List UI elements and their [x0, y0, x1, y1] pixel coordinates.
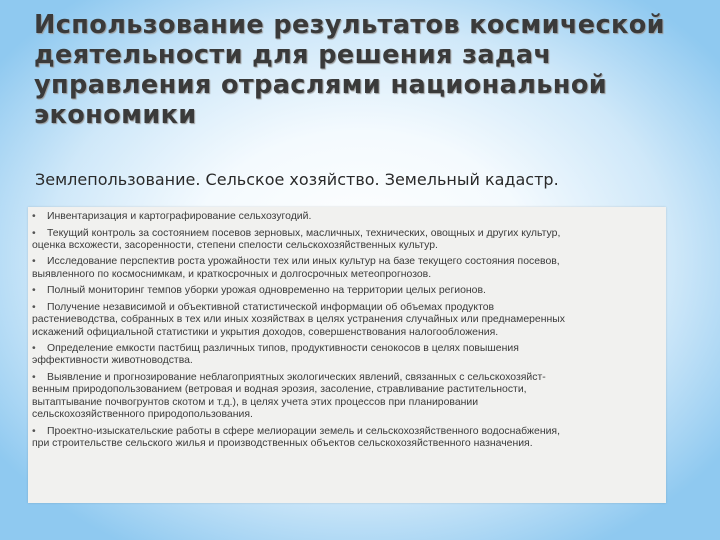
list-item	[32, 256, 658, 281]
bullet-icon: •	[32, 301, 36, 313]
list-item-text: Определение емкости пастбищ различных типов, продуктивности сенокосов в целях повышения эффективности животноводства.	[32, 343, 519, 367]
list-item	[32, 211, 658, 223]
bullet-icon: •	[32, 227, 36, 239]
list-item	[32, 372, 658, 421]
slide-subtitle: Землепользование. Сельское хозяйство. Земельный кадастр.	[35, 170, 559, 189]
list-item-text: Текущий контроль за состоянием посевов зерновых, масличных, технических, овощных и других культур, оценка всхожести, засоренности, степени спелости сельскохозяйственных культур.	[32, 227, 561, 251]
list-item	[32, 343, 658, 368]
bullet-list	[32, 211, 658, 450]
list-item-text: Инвентаризация и картографирование сельхозугодий.	[47, 211, 312, 222]
list-item	[32, 228, 658, 253]
bullet-icon: •	[32, 285, 36, 297]
list-item-text: Полный мониторинг темпов уборки урожая одновременно на территории целых регионов.	[47, 285, 486, 297]
list-item-text: Проектно-изыскательские работы в сфере мелиорации земель и сельскохозяйственного водоснабжения, при строительстве сельского жилья и производственных объектов сельскохозяйственного назначения.	[32, 425, 560, 449]
bullet-icon: •	[32, 425, 36, 437]
bullet-icon: •	[32, 343, 36, 355]
bullet-icon: •	[32, 372, 36, 384]
list-item	[32, 285, 658, 297]
bullet-icon: •	[32, 211, 36, 222]
list-item-text: Выявление и прогнозирование неблагоприятных экологических явлений, связанных с сельскохозяйст- венным природопользованием (ветровая и водная эрозия, засоление, стравливание растительности, вытаптывание почвогрунтов скотом и т.д.), в целях учета этих процессов при планировании сельскохозяйственного природопользования.	[32, 372, 546, 420]
slide-title: Использование результатов космической деятельности для решения задач управления отраслями национальной экономики	[34, 10, 665, 130]
list-item-text: Исследование перспектив роста урожайности тех или иных культур на базе текущего состояния посевов, выявленного по космоснимкам, и краткосрочных и долгосрочных метеопрогнозов.	[32, 256, 560, 280]
scanned-text-block	[28, 207, 666, 503]
bullet-icon: •	[32, 256, 36, 268]
list-item	[32, 426, 658, 451]
list-item	[32, 302, 658, 339]
list-item-text: Получение независимой и объективной статистической информации об объемах продуктов растениеводства, собранных в тех или иных хозяйствах в целях устранения случайных или преднамеренных искажений официальной статистики и укрытия доходов, совершенствования налогообложения.	[32, 301, 565, 338]
